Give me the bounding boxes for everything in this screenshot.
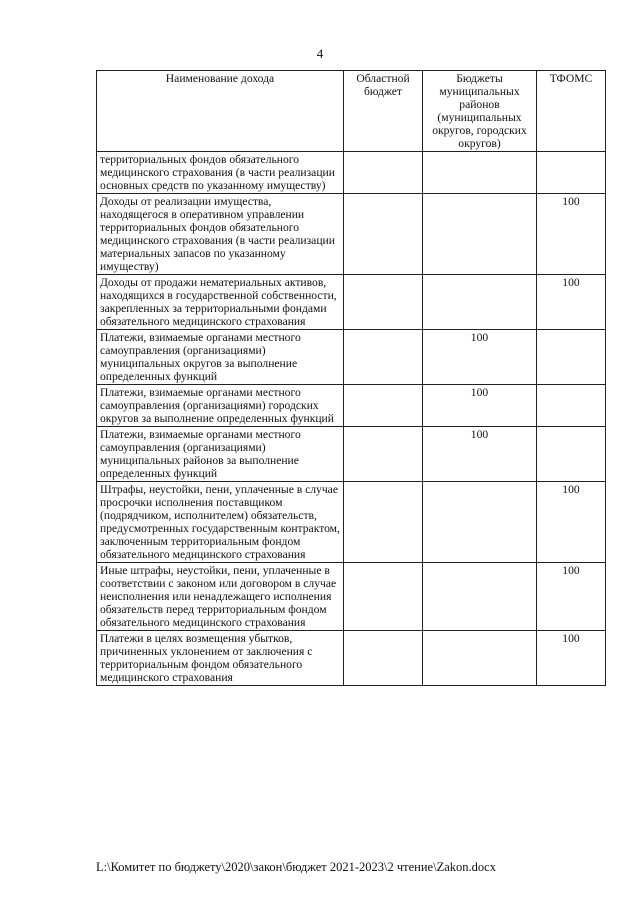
table-row	[97, 275, 606, 330]
header-regional-budget: Областной бюджет	[344, 71, 423, 152]
municipal-budgets-cell	[423, 152, 537, 194]
tfoms-cell	[537, 385, 606, 427]
table-row	[97, 482, 606, 563]
revenue-name-cell: Платежи, взимаемые органами местного самоуправления (организациями) городских округов за выполнение определенных функций	[97, 385, 344, 427]
revenue-name-cell: Доходы от реализации имущества, находящегося в оперативном управлении территориальных фондов обязательного медицинского страхования (в части реализации материальных запасов по указанному имуществу)	[97, 194, 344, 275]
regional-budget-cell	[344, 563, 423, 631]
regional-budget-cell	[344, 152, 423, 194]
regional-budget-cell	[344, 427, 423, 482]
file-path-footer: L:\Комитет по бюджету\2020\закон\бюджет 2021-2023\2 чтение\Zakon.docx	[96, 860, 496, 874]
table-row	[97, 631, 606, 686]
tfoms-cell: 100	[537, 563, 606, 631]
regional-budget-cell	[344, 275, 423, 330]
tfoms-cell: 100	[537, 194, 606, 275]
revenue-name-cell: Платежи, взимаемые органами местного самоуправления (организациями) муниципальных округов за выполнение определенных функций	[97, 330, 344, 385]
header-revenue-name: Наименование дохода	[97, 71, 344, 152]
municipal-budgets-cell: 100	[423, 330, 537, 385]
tfoms-cell	[537, 427, 606, 482]
revenue-name-cell: Платежи в целях возмещения убытков, причиненных уклонением от заключения с территориальным фондом обязательного медицинского страхования	[97, 631, 344, 686]
table-row	[97, 194, 606, 275]
municipal-budgets-cell	[423, 275, 537, 330]
regional-budget-cell	[344, 330, 423, 385]
regional-budget-cell	[344, 194, 423, 275]
revenue-name-cell: Штрафы, неустойки, пени, уплаченные в случае просрочки исполнения поставщиком (подрядчиком, исполнителем) обязательств, предусмотренных государственным контрактом, заключенным территориальным фондом обязательного медицинского страхования	[97, 482, 344, 563]
header-tfoms: ТФОМС	[537, 71, 606, 152]
regional-budget-cell	[344, 482, 423, 563]
table-body	[97, 152, 606, 686]
municipal-budgets-cell: 100	[423, 427, 537, 482]
tfoms-cell	[537, 152, 606, 194]
revenue-name-cell: территориальных фондов обязательного медицинского страхования (в части реализации основных средств по указанному имуществу)	[97, 152, 344, 194]
table-row	[97, 385, 606, 427]
table-row	[97, 330, 606, 385]
regional-budget-cell	[344, 385, 423, 427]
tfoms-cell	[537, 330, 606, 385]
table-header-row	[97, 71, 606, 152]
regional-budget-cell	[344, 631, 423, 686]
page-number: 4	[316, 46, 324, 61]
header-municipal-budgets: Бюджеты муниципальных районов (муниципальных округов, городских округов)	[423, 71, 537, 152]
municipal-budgets-cell	[423, 482, 537, 563]
municipal-budgets-cell: 100	[423, 385, 537, 427]
table-row	[97, 152, 606, 194]
revenue-distribution-table	[96, 70, 606, 686]
revenue-name-cell: Доходы от продажи нематериальных активов, находящихся в государственной собственности, закрепленных за территориальными фондами обязательного медицинского страхования	[97, 275, 344, 330]
table-row	[97, 563, 606, 631]
municipal-budgets-cell	[423, 563, 537, 631]
revenue-name-cell: Платежи, взимаемые органами местного самоуправления (организациями) муниципальных районов за выполнение определенных функций	[97, 427, 344, 482]
municipal-budgets-cell	[423, 194, 537, 275]
revenue-name-cell: Иные штрафы, неустойки, пени, уплаченные в соответствии с законом или договором в случае неисполнения или ненадлежащего исполнения обязательств перед территориальным фондом обязательного медицинского страхования	[97, 563, 344, 631]
tfoms-cell: 100	[537, 275, 606, 330]
municipal-budgets-cell	[423, 631, 537, 686]
table-row	[97, 427, 606, 482]
tfoms-cell: 100	[537, 631, 606, 686]
tfoms-cell: 100	[537, 482, 606, 563]
